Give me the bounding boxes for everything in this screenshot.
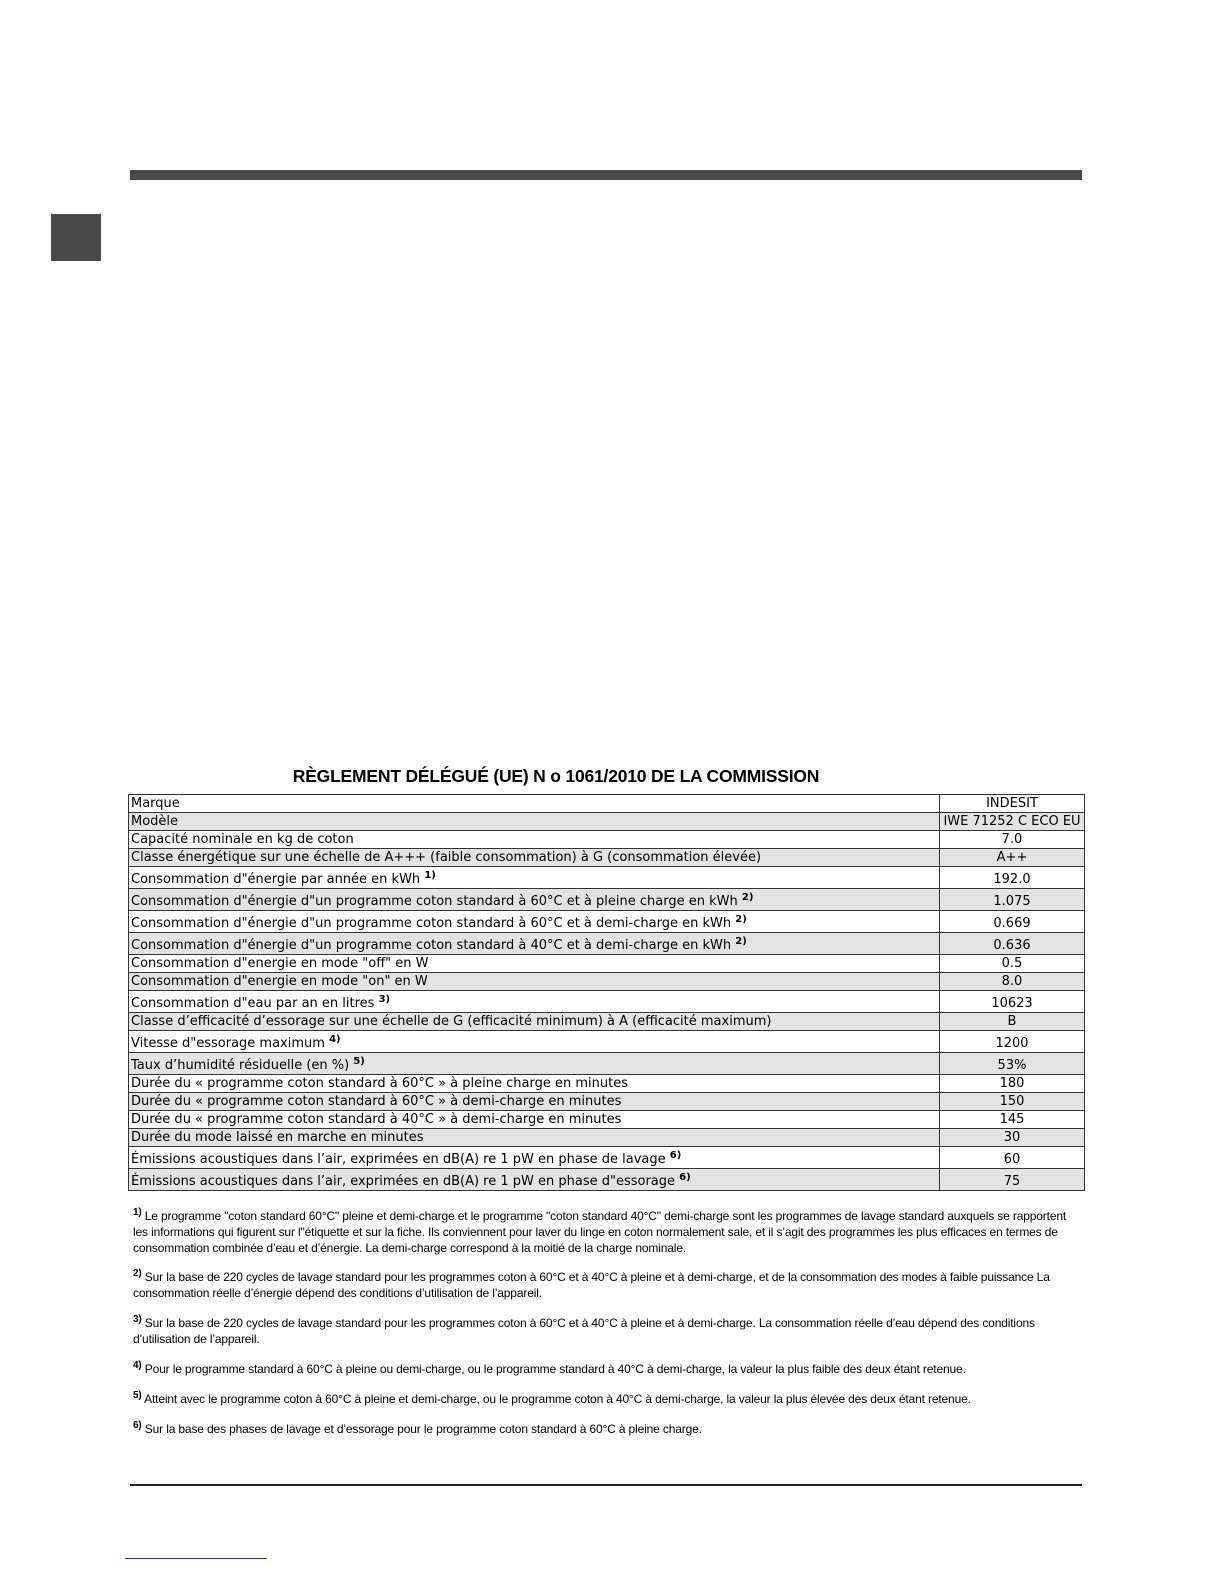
footer-link-underline xyxy=(125,1558,267,1559)
table-row xyxy=(129,813,1085,831)
table-row xyxy=(129,1129,1085,1147)
footnotes xyxy=(133,1208,1073,1451)
row-label: Classe d’efficacité d’essorage sur une échelle de G (efficacité minimum) à A (efficacité maximum) xyxy=(129,1013,940,1031)
row-label: Taux d’humidité résiduelle (en %) $^{5)}$ xyxy=(129,1053,940,1075)
footnote-mark: 4) xyxy=(133,1360,142,1371)
table-row xyxy=(129,795,1085,813)
row-label: Marque xyxy=(129,795,940,813)
row-value: 192.0 xyxy=(940,867,1085,889)
table-row xyxy=(129,1013,1085,1031)
footnote: $^{3)}$ Sur la base de 220 cycles de lavage standard pour les programmes coton à 60°C et à 40°C à pleine et à demi-charge. La consommation réelle d’eau dépend des conditions d’utilisation de l’appareil. xyxy=(133,1314,1035,1346)
row-label: Durée du « programme coton standard à 40°C » à demi-charge en minutes xyxy=(129,1111,940,1129)
row-value: 10623 xyxy=(940,991,1085,1013)
row-label: Modèle xyxy=(129,813,940,831)
row-value: B xyxy=(940,1013,1085,1031)
footnote-ref: 2) xyxy=(735,914,747,925)
row-label: Vitesse d"essorage maximum $^{4)}$ xyxy=(129,1031,940,1053)
table-row xyxy=(129,1053,1085,1075)
row-label: Consommation d"energie en mode "off" en W xyxy=(129,955,940,973)
table-row xyxy=(129,911,1085,933)
footnote-ref: 4) xyxy=(329,1034,341,1045)
row-label: Émissions acoustiques dans l’air, exprimées en dB(A) re 1 pW en phase de lavage $^{6)}$ xyxy=(129,1147,940,1169)
table-row xyxy=(129,973,1085,991)
table-row xyxy=(129,933,1085,955)
row-label: Durée du « programme coton standard à 60°C » à pleine charge en minutes xyxy=(129,1075,940,1093)
row-value: 8.0 xyxy=(940,973,1085,991)
table-row xyxy=(129,1111,1085,1129)
footnote-ref: 6) xyxy=(669,1150,682,1161)
table-row xyxy=(129,955,1085,973)
table-row xyxy=(129,849,1085,867)
table-row xyxy=(129,867,1085,889)
regulation-title: RÈGLEMENT DÉLÉGUÉ (UE) N o 1061/2010 DE LA COMMISSION xyxy=(292,766,820,786)
footnote-mark: 1) xyxy=(133,1207,142,1218)
header-rule xyxy=(130,170,1082,180)
row-value: 1200 xyxy=(940,1031,1085,1053)
footnote: $^{5)}$ Atteint avec le programme coton à 60°C à pleine et demi-charge, ou le programme coton à 40°C à demi-charge, la valeur la plus élevée des deux étant retenue. xyxy=(133,1390,971,1406)
row-label: Consommation d"énergie d"un programme coton standard à 40°C et à demi-charge en kWh $^{2)}$ xyxy=(129,933,940,955)
row-value: 0.669 xyxy=(940,911,1085,933)
footnote-ref: 6) xyxy=(679,1172,691,1183)
row-label: Classe énergétique sur une échelle de A+++ (faible consommation) à G (consommation élevée) xyxy=(129,849,940,867)
row-value: 1.075 xyxy=(940,889,1085,911)
table-row xyxy=(129,1093,1085,1111)
row-value: INDESIT xyxy=(940,795,1085,813)
footnote: $^{4)}$ Pour le programme standard à 60°C à pleine ou demi-charge, ou le programme standard à 40°C à demi-charge, la valeur la plus faible des deux étant retenue. xyxy=(133,1360,966,1376)
footnote-ref: 2) xyxy=(741,892,754,903)
row-label: Consommation d"énergie d"un programme coton standard à 60°C et à demi-charge en kWh $^{2)}$ xyxy=(129,911,940,933)
row-label: Consommation d"énergie d"un programme coton standard à 60°C et à pleine charge en kWh $^{2)}$ xyxy=(129,889,940,911)
row-value: 30 xyxy=(940,1129,1085,1147)
footnote-mark: 6) xyxy=(133,1420,142,1431)
row-value: 150 xyxy=(940,1093,1085,1111)
table-row xyxy=(129,1169,1085,1191)
row-label: Consommation d"energie en mode "on" en W xyxy=(129,973,940,991)
footnote-ref: 1) xyxy=(424,870,436,881)
row-value: A++ xyxy=(940,849,1085,867)
row-label: Émissions acoustiques dans l’air, exprimées en dB(A) re 1 pW en phase d"essorage $^{6)}$ xyxy=(129,1169,940,1191)
table-row xyxy=(129,1075,1085,1093)
table-row xyxy=(129,991,1085,1013)
row-label: Durée du « programme coton standard à 60°C » à demi-charge en minutes xyxy=(129,1093,940,1111)
footer-rule xyxy=(130,1484,1082,1486)
row-label: Consommation d"eau par an en litres $^{3)}$ xyxy=(129,991,940,1013)
footnote-mark: 2) xyxy=(133,1268,142,1279)
row-value: IWE 71252 C ECO EU xyxy=(940,813,1085,831)
table-row xyxy=(129,889,1085,911)
row-value: 180 xyxy=(940,1075,1085,1093)
table-row xyxy=(129,1031,1085,1053)
row-value: 145 xyxy=(940,1111,1085,1129)
footnote-mark: 3) xyxy=(133,1314,142,1325)
row-value: 53% xyxy=(940,1053,1085,1075)
table-row xyxy=(129,831,1085,849)
row-label: Capacité nominale en kg de coton xyxy=(129,831,940,849)
footnote-ref: 3) xyxy=(378,994,391,1005)
footnote-mark: 5) xyxy=(133,1390,142,1401)
row-value: 60 xyxy=(940,1147,1085,1169)
product-fiche-table xyxy=(128,794,1085,1191)
row-value: 0.636 xyxy=(940,933,1085,955)
footnote-ref: 2) xyxy=(735,936,747,947)
section-tab-marker xyxy=(51,214,101,261)
footnote: $^{2)}$ Sur la base de 220 cycles de lavage standard pour les programmes coton à 60°C et à 40°C à pleine et à demi-charge, et de la consommation des modes à faible puissance La consommation réelle d’énergie dépend des conditions d’utilisation de l’appareil. xyxy=(133,1268,1050,1300)
row-value: 75 xyxy=(940,1169,1085,1191)
row-value: 0.5 xyxy=(940,955,1085,973)
row-label: Consommation d"énergie par année en kWh $^{1)}$ xyxy=(129,867,940,889)
footnote-ref: 5) xyxy=(353,1056,365,1067)
row-value: 7.0 xyxy=(940,831,1085,849)
footnote: $^{6)}$ Sur la base des phases de lavage et d’essorage pour le programme coton standard à 60°C à pleine charge. xyxy=(133,1420,702,1436)
footnote: $^{1)}$ Le programme "coton standard 60°C" pleine et demi-charge et le programme "coton standard 40°C" demi-charge sont les programmes de lavage standard auxquels se rapportent les informations qui figurent sur l"étiquette et sur la fiche. Ils conviennent pour laver du linge en coton normalement sale, et il s’agit des programmes les plus efficaces en termes de consommation combinée d’eau et d’énergie. La demi-charge correspond à la moitié de la charge nominale. xyxy=(133,1207,1067,1255)
row-label: Durée du mode laissé en marche en minutes xyxy=(129,1129,940,1147)
table-row xyxy=(129,1147,1085,1169)
